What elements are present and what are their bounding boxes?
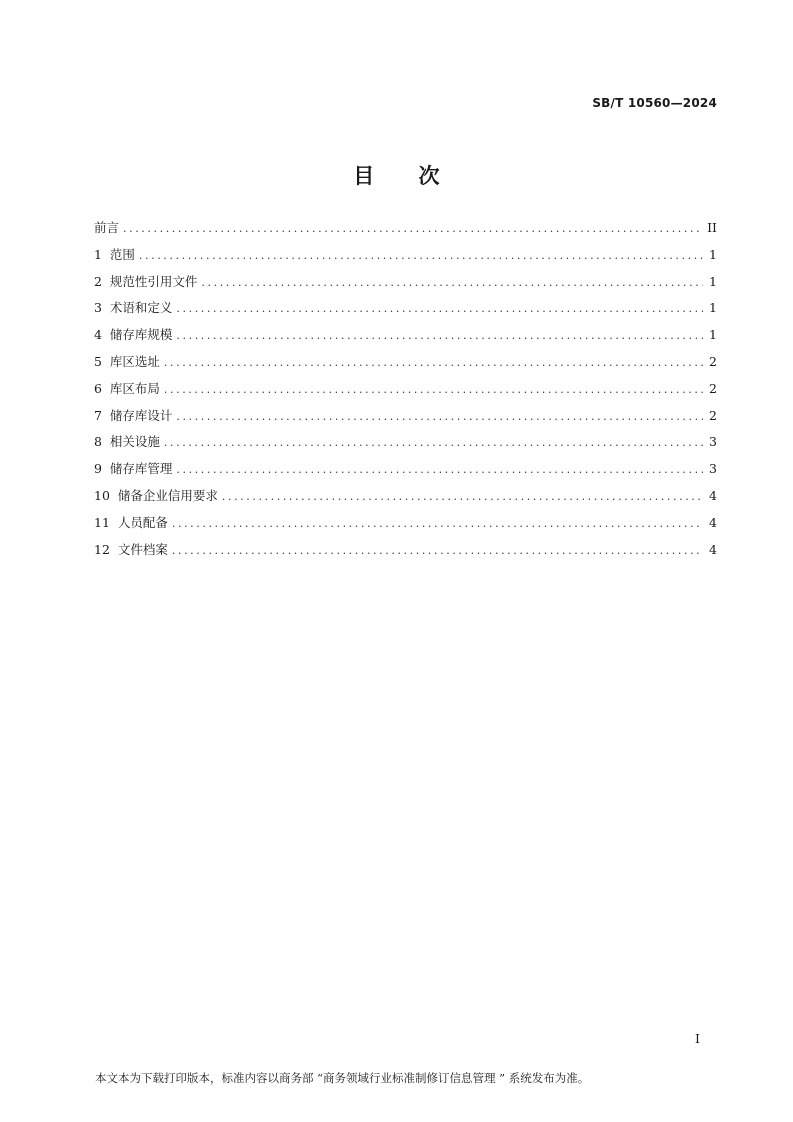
toc-entry-label: 范围: [109, 246, 135, 262]
toc-title-part2: 次: [418, 164, 440, 188]
toc-entry-number: 3: [94, 300, 102, 316]
toc-entry-number: 5: [94, 353, 102, 369]
toc-leader-dots: [201, 274, 703, 292]
toc-entry[interactable]: [94, 353, 717, 380]
toc-leader-dots: [172, 515, 703, 533]
toc-leader-dots: [176, 327, 703, 345]
toc-leader-dots: [222, 488, 703, 506]
toc-entry[interactable]: [94, 273, 717, 300]
toc-entry-page: 4: [709, 541, 717, 557]
toc-entry-number: 12: [94, 541, 110, 557]
page-number: I: [695, 1031, 700, 1046]
toc-leader-dots: [123, 220, 703, 238]
toc-entry-page: 2: [709, 353, 717, 369]
toc-leader-dots: [176, 408, 703, 426]
toc-entry-label: 文件档案: [117, 541, 168, 557]
toc-entry[interactable]: [94, 326, 717, 353]
toc-leader-dots: [164, 354, 703, 372]
toc-entry-label: 库区布局: [109, 380, 160, 396]
toc-entry[interactable]: [94, 487, 717, 514]
toc-entry-number: 6: [94, 380, 102, 396]
toc-entry[interactable]: [94, 433, 717, 460]
toc-entry[interactable]: [94, 541, 717, 568]
toc-entry-page: 2: [709, 380, 717, 396]
toc-entry-page: 1: [709, 273, 717, 289]
toc-entry-page: 1: [709, 246, 717, 262]
toc-entry[interactable]: [94, 460, 717, 487]
toc-leader-dots: [164, 434, 703, 452]
toc-entry[interactable]: [94, 246, 717, 273]
toc-entry-label: 储备企业信用要求: [117, 487, 218, 503]
toc-entry-page: 2: [709, 407, 717, 423]
toc-entry-page: 4: [709, 487, 717, 503]
toc-entry[interactable]: [94, 514, 717, 541]
toc-entry-label: 储存库管理: [109, 461, 173, 477]
toc-entry[interactable]: [94, 299, 717, 326]
toc-entry-number: 11: [94, 514, 110, 530]
toc-leader-dots: [172, 542, 703, 560]
toc-entry-label: 前言: [94, 220, 120, 235]
toc-entry-page: 3: [709, 434, 717, 450]
toc-entry-page: 3: [709, 461, 717, 477]
toc-entry[interactable]: [94, 219, 717, 246]
toc-entry[interactable]: [94, 407, 717, 434]
toc-entry-label: 相关设施: [109, 434, 160, 450]
toc-entry-label: 人员配备: [117, 514, 168, 530]
toc-leader-dots: [164, 381, 703, 399]
toc-entry-page: II: [707, 220, 717, 235]
toc-leader-dots: [139, 247, 703, 265]
document-code: SB/T 10560—2024: [592, 96, 717, 110]
toc-title-part1: 目: [353, 164, 375, 188]
toc-entry-number: 10: [94, 487, 110, 503]
toc-entry-label: 储存库规模: [109, 327, 173, 343]
footer-note: 本文本为下载打印版本，标准内容以商务部 “商务领域行业标准制修订信息管理 ” 系统发布为准。: [95, 1071, 590, 1085]
toc-entry-label: 库区选址: [109, 353, 160, 369]
toc-entry-label: 规范性引用文件: [109, 273, 198, 289]
toc-entry-number: 1: [94, 246, 102, 262]
toc-leader-dots: [176, 461, 703, 479]
toc-entry-number: 2: [94, 273, 102, 289]
table-of-contents: [94, 219, 717, 567]
toc-entry-number: 9: [94, 461, 102, 477]
toc-entry-label: 储存库设计: [109, 407, 173, 423]
toc-entry-page: 1: [709, 327, 717, 343]
toc-leader-dots: [176, 300, 703, 318]
toc-entry[interactable]: [94, 380, 717, 407]
toc-title: [0, 160, 793, 190]
toc-entry-page: 4: [709, 514, 717, 530]
toc-entry-page: 1: [709, 300, 717, 316]
toc-entry-number: 8: [94, 434, 102, 450]
toc-entry-number: 4: [94, 327, 102, 343]
toc-entry-label: 术语和定义: [109, 300, 173, 316]
toc-entry-number: 7: [94, 407, 102, 423]
